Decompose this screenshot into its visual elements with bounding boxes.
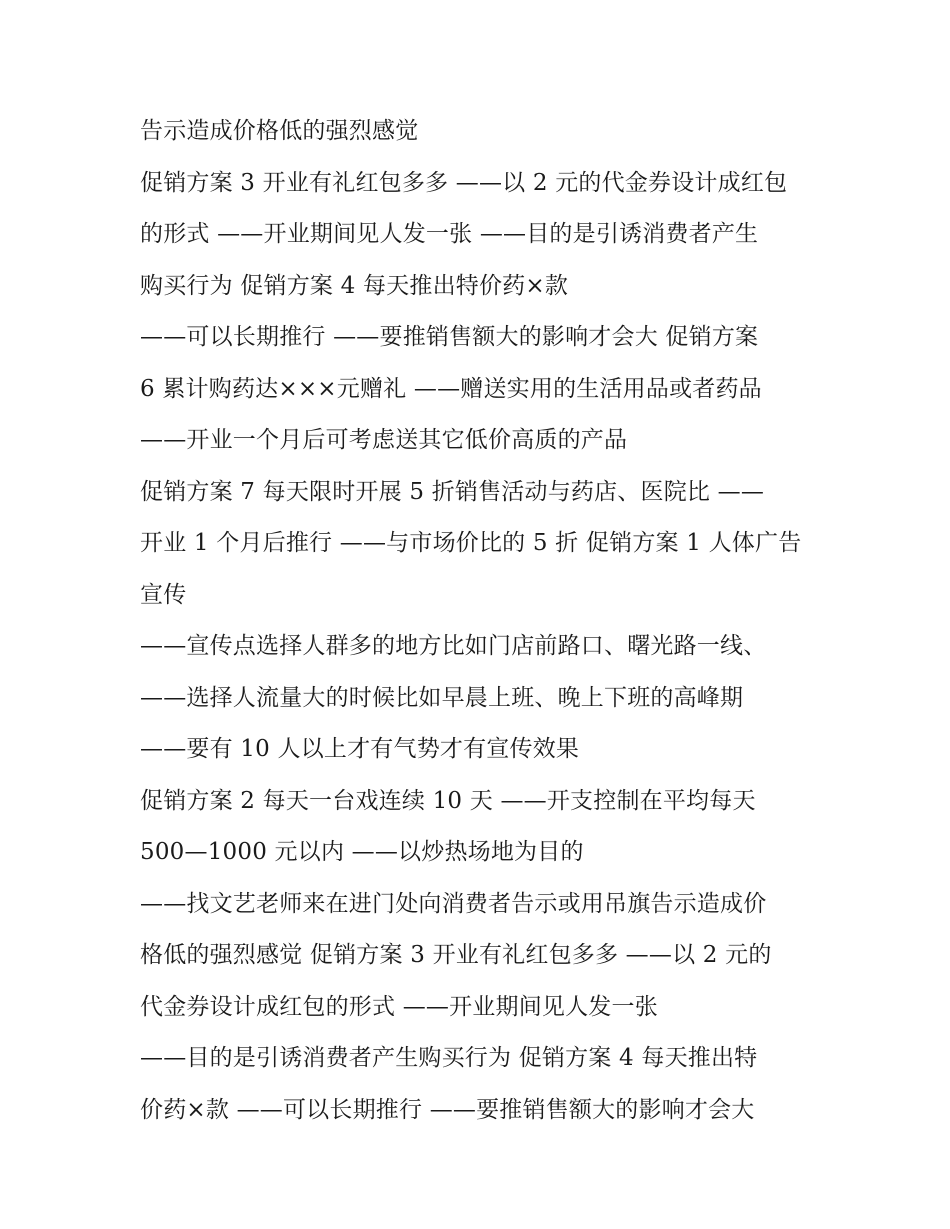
text-line: 促销方案 3 开业有礼红包多多 ——以 2 元的代金券设计成红包 (140, 169, 788, 196)
text-line: ——可以长期推行 ——要推销售额大的影响才会大 促销方案 (140, 324, 759, 350)
text-line: ——要有 10 人以上才有气势才有宣传效果 (140, 736, 580, 762)
text-line: 促销方案 2 每天一台戏连续 10 天 ——开支控制在平均每天 (140, 787, 756, 814)
text-line: 价药×款 ——可以长期推行 ——要推销售额大的影响才会大 (140, 1096, 755, 1123)
text-line: ——目的是引诱消费者产生购买行为 促销方案 4 每天推出特 (140, 1045, 758, 1071)
text-line: 告示造成价格低的强烈感觉 (140, 118, 419, 144)
text-line: 格低的强烈感觉 促销方案 3 开业有礼红包多多 ——以 2 元的 (140, 942, 772, 968)
text-line: 购买行为 促销方案 4 每天推出特价药×款 (140, 272, 569, 299)
text-line: 500—1000 元以内 ——以炒热场地为目的 (140, 839, 584, 865)
text-line: 的形式 ——开业期间见人发一张 ——目的是引诱消费者产生 (140, 221, 759, 247)
text-line: ——宣传点选择人群多的地方比如门店前路口、曙光路一线、 (140, 633, 767, 659)
text-line: ——选择人流量大的时候比如早晨上班、晚上下班的高峰期 (140, 684, 744, 711)
text-line: ——找文艺老师来在进门处向消费者告示或用吊旗告示造成价 (140, 890, 767, 917)
text-line: 促销方案 7 每天限时开展 5 折销售活动与药店、医院比 —— (140, 478, 765, 505)
text-line: 宣传 (140, 581, 187, 608)
text-line: 代金券设计成红包的形式 ——开业期间见人发一张 (140, 993, 658, 1020)
text-line: ——开业一个月后可考虑送其它低价高质的产品 (140, 427, 628, 453)
document-body (140, 106, 830, 1136)
text-line: 6 累计购药达×××元赠礼 ——赠送实用的生活用品或者药品 (140, 375, 762, 402)
text-line: 开业 1 个月后推行 ——与市场价比的 5 折 促销方案 1 人体广告 (140, 530, 802, 556)
